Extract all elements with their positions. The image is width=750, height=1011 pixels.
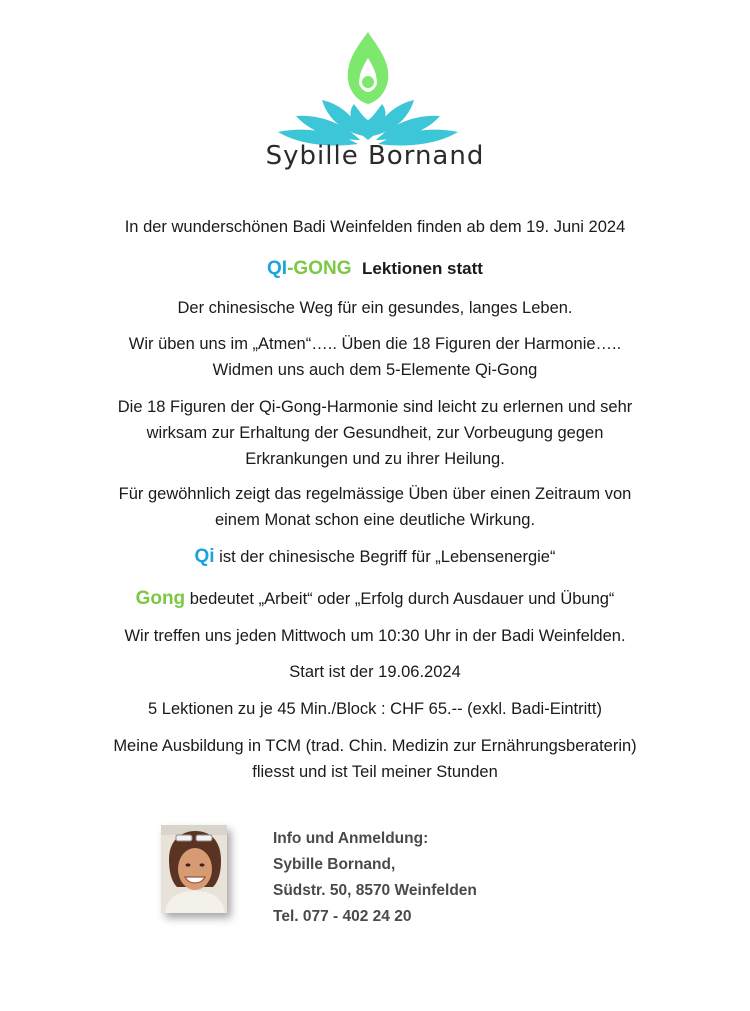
qi-definition-text: ist der chinesische Begriff für „Lebensenergie“ [214,548,556,566]
figures-line-1: Die 18 Figuren der Qi-Gong-Harmonie sind leicht zu erlernen und sehr [117,398,633,416]
intro-text: In der wunderschönen Badi Weinfelden finden ab dem 19. Juni 2024 [124,218,626,236]
figures-line-3: Erkrankungen und zu ihrer Heilung. [245,450,505,468]
contact-phone: Tel. 077 - 402 24 20 [273,908,412,925]
practice-line-2: Widmen uns auch dem 5-Elemente Qi-Gong [212,361,538,379]
contact-block [273,826,477,930]
portrait-photo [161,825,227,913]
subtitle: Der chinesische Weg für ein gesundes, langes Leben. [177,299,573,317]
qi-definition [40,544,710,570]
contact-address: Südstr. 50, 8570 Weinfelden [273,882,477,899]
price-info: 5 Lektionen zu je 45 Min./Block : CHF 65.-- (exkl. Badi-Eintritt) [148,700,602,718]
effect-line-1: Für gewöhnlich zeigt das regelmässige Üben über einen Zeitraum von [118,485,632,503]
training-line-2: fliesst und ist Teil meiner Stunden [252,763,498,781]
lotus-figure-icon [268,28,468,148]
gong-definition [40,586,710,612]
contact-name: Sybille Bornand, [273,856,396,873]
gong-word: Gong [135,588,186,609]
title-rest: Lektionen statt [362,259,483,278]
training-line-1: Meine Ausbildung in TCM (trad. Chin. Medizin zur Ernährungsberaterin) [113,737,637,755]
qi-word: Qi [194,546,215,567]
effect-line-2: einem Monat schon eine deutliche Wirkung. [214,511,536,529]
title-qi: QI [267,258,288,279]
practice-line-1: Wir üben uns im „Atmen“….. Üben die 18 Figuren der Harmonie….. [128,335,622,353]
start-date: Start ist der 19.06.2024 [289,663,461,681]
meeting-info: Wir treffen uns jeden Mittwoch um 10:30 Uhr in der Badi Weinfelden. [124,627,626,645]
figures-line-2: wirksam zur Erhaltung der Gesundheit, zur Vorbeugung gegen [146,424,604,442]
avatar [161,825,227,913]
title-dash: - [287,258,294,279]
brand-name: Sybille Bornand [265,141,485,171]
gong-definition-text: bedeutet „Arbeit“ oder „Erfolg durch Ausdauer und Übung“ [185,590,615,608]
title-gong: GONG [293,258,352,279]
title [40,256,710,282]
contact-heading: Info und Anmeldung: [273,830,429,847]
